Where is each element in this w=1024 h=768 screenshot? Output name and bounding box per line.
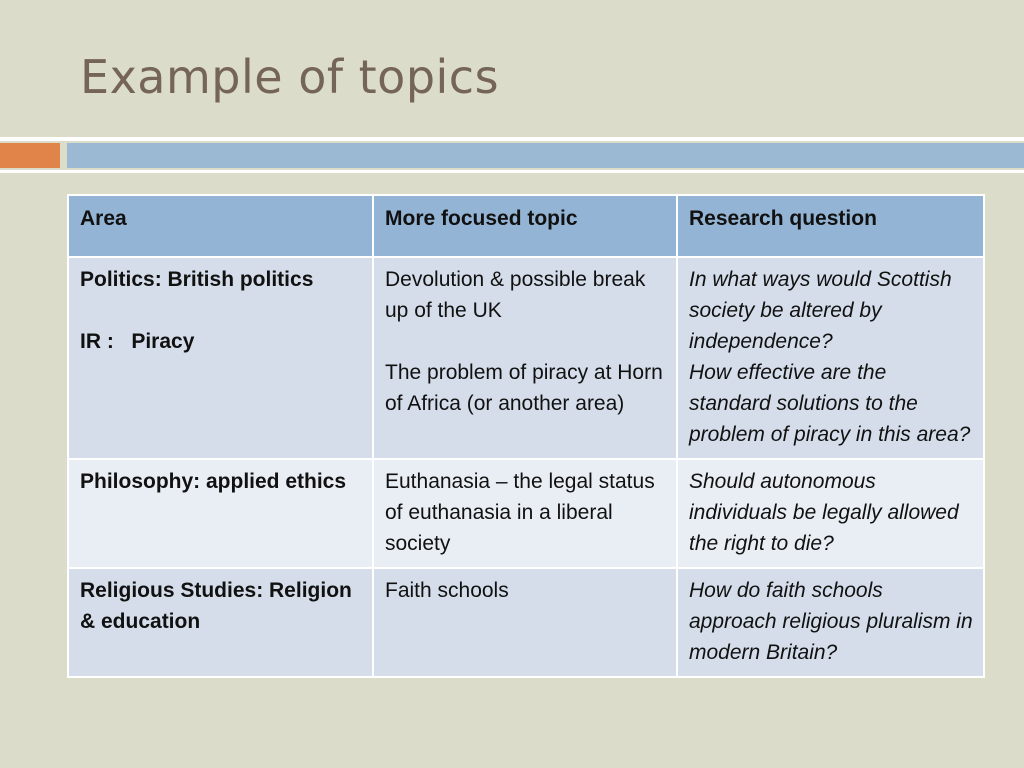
topic-devolution: Devolution & possible break up of the UK	[385, 268, 652, 322]
table-row	[68, 459, 984, 568]
question-piracy: How effective are the standard solutions to the problem of piracy in this area?	[689, 361, 971, 446]
topic-cell	[373, 257, 677, 459]
topic-piracy: The problem of piracy at Horn of Africa (or another area)	[385, 361, 669, 415]
question-cell: Should autonomous individuals be legally allowed the right to die?	[677, 459, 984, 568]
area-cell: Religious Studies: Religion & education	[68, 568, 373, 677]
table-header-row	[68, 195, 984, 257]
topic-cell: Faith schools	[373, 568, 677, 677]
header-area: Area	[68, 195, 373, 257]
question-cell: How do faith schools approach religious pluralism in modern Britain?	[677, 568, 984, 677]
area-politics: Politics: British politics	[80, 268, 314, 291]
question-cell	[677, 257, 984, 459]
table-row	[68, 257, 984, 459]
header-research-question: Research question	[677, 195, 984, 257]
topic-cell: Euthanasia – the legal status of euthanasia in a liberal society	[373, 459, 677, 568]
header-focused-topic: More focused topic	[373, 195, 677, 257]
divider-bottom	[0, 170, 1024, 173]
divider-top	[0, 137, 1024, 141]
accent-bar-blue	[67, 143, 1024, 168]
question-scottish: In what ways would Scottish society be altered by independence?	[689, 268, 958, 353]
area-ir: IR : Piracy	[80, 330, 195, 353]
area-cell: Philosophy: applied ethics	[68, 459, 373, 568]
area-cell	[68, 257, 373, 459]
topics-table	[67, 194, 985, 678]
table-row	[68, 568, 984, 677]
slide-title: Example of topics	[80, 50, 500, 104]
accent-bar-orange	[0, 143, 60, 168]
